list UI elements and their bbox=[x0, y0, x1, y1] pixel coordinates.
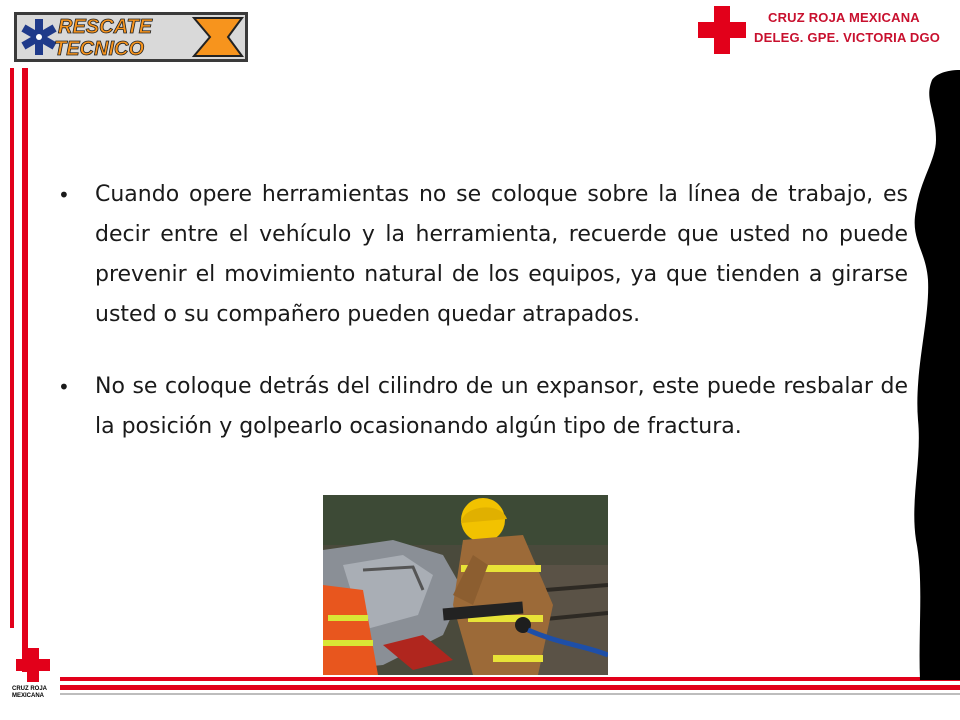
cruz-roja-footer-logo bbox=[10, 648, 54, 710]
bullet-dot: • bbox=[58, 375, 70, 399]
footer-logo-text bbox=[12, 686, 47, 700]
rescue-worker-photo bbox=[323, 495, 608, 675]
bullet-text: Cuando opere herramientas no se coloque sobre la línea de trabajo, es decir entre el vehículo y la herramienta, recuerde que usted no puede prevenir el movimiento natural de los equipos, ya que tienden a girarse usted o su compañero pueden quedar atrapados. bbox=[95, 182, 908, 327]
red-cross-icon bbox=[16, 648, 50, 682]
footer-logo-line2: MEXICANA bbox=[12, 693, 45, 699]
frame-line-bottom-thick bbox=[60, 685, 960, 690]
svg-text:RESCATE: RESCATE bbox=[58, 16, 153, 38]
bullet-text: No se coloque detrás del cilindro de un expansor, este puede resbalar de la posición y golpearlo ocasionando algún tipo de fractura. bbox=[95, 374, 908, 439]
svg-text:TECNICO: TECNICO bbox=[54, 38, 144, 60]
bullet-item bbox=[58, 175, 908, 335]
frame-line-left-inner bbox=[22, 68, 28, 672]
cruz-roja-header-logo bbox=[696, 4, 946, 54]
silhouette-decoration bbox=[910, 70, 960, 680]
bullet-list bbox=[58, 175, 908, 447]
org-subtitle: DELEG. GPE. VICTORIA DGO bbox=[754, 30, 941, 45]
bullet-dot: • bbox=[58, 183, 70, 207]
frame-line-left-outer bbox=[10, 68, 14, 628]
frame-line-bottom-gray bbox=[60, 693, 960, 695]
red-cross-icon bbox=[698, 6, 746, 54]
rescate-tecnico-logo bbox=[14, 12, 248, 62]
org-title: CRUZ ROJA MEXICANA bbox=[768, 10, 920, 25]
footer-logo-line1: CRUZ ROJA bbox=[12, 686, 48, 692]
bullet-item bbox=[58, 367, 908, 447]
frame-line-bottom bbox=[60, 677, 960, 681]
